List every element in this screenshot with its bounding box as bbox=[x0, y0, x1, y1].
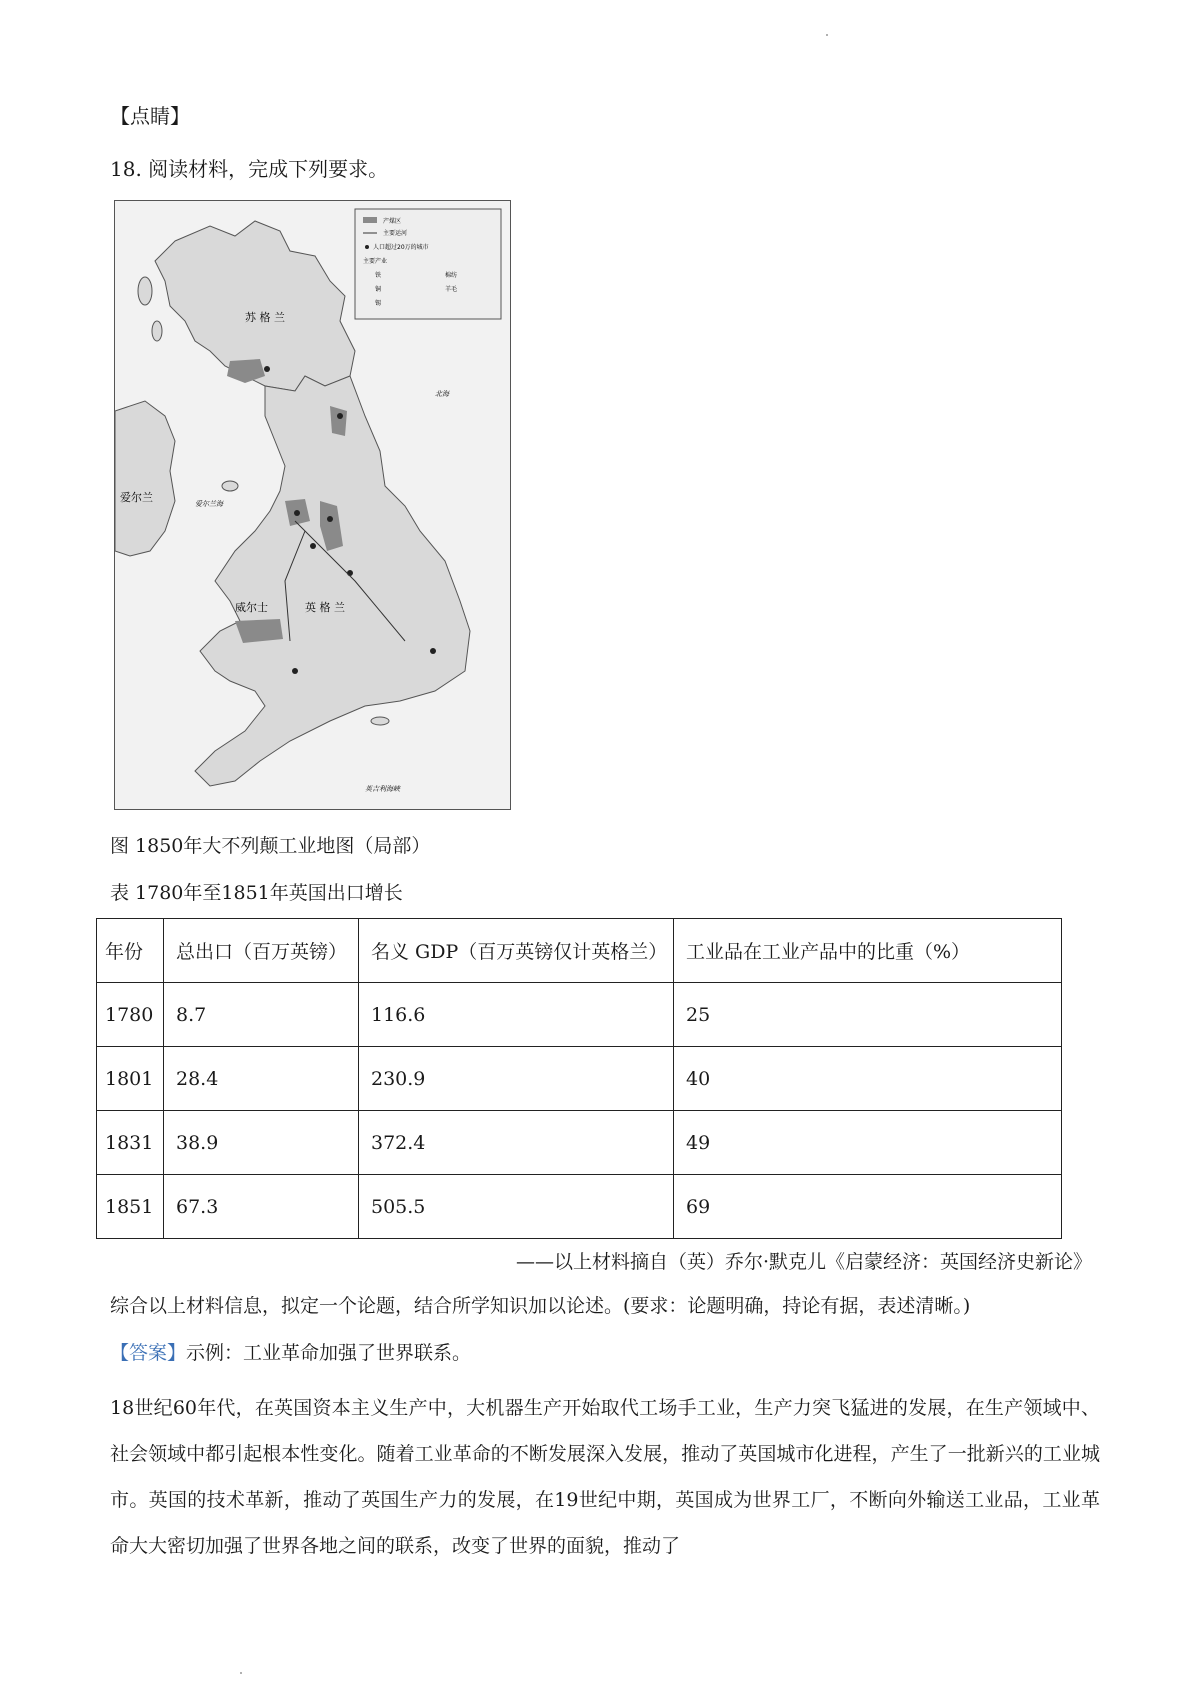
cell-exports: 38.9 bbox=[164, 1111, 359, 1175]
cell-exports: 8.7 bbox=[164, 983, 359, 1047]
city-marker bbox=[294, 510, 300, 516]
table-row bbox=[97, 1047, 1062, 1111]
header-year: 年份 bbox=[97, 919, 164, 983]
table-row bbox=[97, 1175, 1062, 1239]
answer-label: 【答案】 bbox=[110, 1342, 187, 1364]
legend-industry-tin: 锡 bbox=[375, 300, 382, 307]
isle-of-wight bbox=[371, 717, 389, 725]
city-marker bbox=[310, 543, 316, 549]
coal-area-northeast bbox=[330, 406, 347, 436]
section-tag: 【点睛】 bbox=[110, 104, 190, 128]
map-caption: 图 1850年大不列颠工业地图（局部） bbox=[110, 835, 431, 857]
scan-dot-top bbox=[826, 34, 828, 36]
legend-industry-iron: 铁 bbox=[375, 272, 382, 279]
header-exports: 总出口（百万英镑） bbox=[164, 919, 359, 983]
label-ireland: 爱尔兰 bbox=[120, 491, 153, 504]
cell-gdp: 116.6 bbox=[359, 983, 674, 1047]
header-gdp: 名义 GDP（百万英镑仅计英格兰） bbox=[359, 919, 674, 983]
cell-share: 49 bbox=[674, 1111, 1062, 1175]
city-marker bbox=[264, 366, 270, 372]
legend-city-label: 人口超过20万的城市 bbox=[373, 244, 429, 251]
legend-industry-wool: 羊毛 bbox=[445, 286, 458, 293]
city-marker bbox=[430, 648, 436, 654]
table-header-row bbox=[97, 919, 1062, 983]
cell-gdp: 230.9 bbox=[359, 1047, 674, 1111]
label-north-sea: 北海 bbox=[435, 390, 449, 398]
header-industrial-share: 工业品在工业产品中的比重（%） bbox=[674, 919, 1062, 983]
england-wales-landmass bbox=[195, 376, 470, 786]
isle-of-man bbox=[222, 481, 238, 491]
table-row bbox=[97, 1111, 1062, 1175]
table-row bbox=[97, 983, 1062, 1047]
legend-canal-label: 主要运河 bbox=[383, 230, 408, 237]
label-irish-sea: 爱尔兰海 bbox=[195, 500, 223, 508]
table-caption: 表 1780年至1851年英国出口增长 bbox=[110, 882, 403, 904]
hebrides-1 bbox=[138, 277, 152, 305]
cell-year: 1780 bbox=[97, 983, 164, 1047]
answer-thesis: 示例：工业革命加强了世界联系。 bbox=[186, 1342, 472, 1364]
legend-coal-label: 产煤区 bbox=[383, 218, 402, 225]
question-stem: 18. 阅读材料，完成下列要求。 bbox=[110, 157, 389, 181]
city-marker bbox=[292, 668, 298, 674]
scan-dot-bottom bbox=[240, 1672, 242, 1674]
legend-industry-heading: 主要产业 bbox=[363, 258, 388, 265]
cell-year: 1831 bbox=[97, 1111, 164, 1175]
legend-industry-cotton: 棉纺 bbox=[445, 272, 458, 279]
cell-share: 40 bbox=[674, 1047, 1062, 1111]
cell-share: 25 bbox=[674, 983, 1062, 1047]
industrial-map-svg bbox=[115, 201, 510, 809]
industrial-map bbox=[114, 200, 511, 810]
legend-industry-copper: 铜 bbox=[375, 286, 382, 293]
answer-thesis-line bbox=[110, 1339, 471, 1367]
label-channel: 英吉利海峡 bbox=[365, 785, 400, 793]
label-scotland: 苏 格 兰 bbox=[245, 311, 285, 324]
cell-gdp: 372.4 bbox=[359, 1111, 674, 1175]
cell-gdp: 505.5 bbox=[359, 1175, 674, 1239]
legend-coal-swatch bbox=[363, 217, 377, 223]
label-wales: 威尔士 bbox=[235, 601, 268, 614]
cell-exports: 67.3 bbox=[164, 1175, 359, 1239]
cell-exports: 28.4 bbox=[164, 1047, 359, 1111]
hebrides-2 bbox=[152, 321, 162, 341]
coal-area-wales bbox=[235, 619, 283, 643]
label-england: 英 格 兰 bbox=[305, 601, 345, 614]
question-prompt: 综合以上材料信息，拟定一个论题，结合所学知识加以论述。(要求：论题明确，持论有据，表述清晰。) bbox=[110, 1295, 971, 1317]
cell-share: 69 bbox=[674, 1175, 1062, 1239]
cell-year: 1801 bbox=[97, 1047, 164, 1111]
ireland-landmass bbox=[115, 401, 175, 556]
legend-city-swatch bbox=[365, 245, 369, 249]
city-marker bbox=[327, 516, 333, 522]
source-citation: ——以上材料摘自（英）乔尔·默克儿《启蒙经济：英国经济史新论》 bbox=[515, 1251, 1092, 1273]
export-growth-table bbox=[96, 918, 1062, 1239]
city-marker bbox=[347, 570, 353, 576]
answer-essay: 18世纪60年代，在英国资本主义生产中，大机器生产开始取代工场手工业，生产力突飞猛进的发展，在生产领域中、社会领域中都引起根本性变化。随着工业革命的不断发展深入发展，推动了英国城市化进程，产生了一批新兴的工业城市。英国的技术革新，推动了英国生产力的发展，在19世纪中期，英国成为世界工厂，不断向外输送工业品，工业革命大大密切加强了世界各地之间的联系，改变了世界的面貌，推动了 bbox=[110, 1397, 1100, 1557]
city-marker bbox=[337, 413, 343, 419]
cell-year: 1851 bbox=[97, 1175, 164, 1239]
